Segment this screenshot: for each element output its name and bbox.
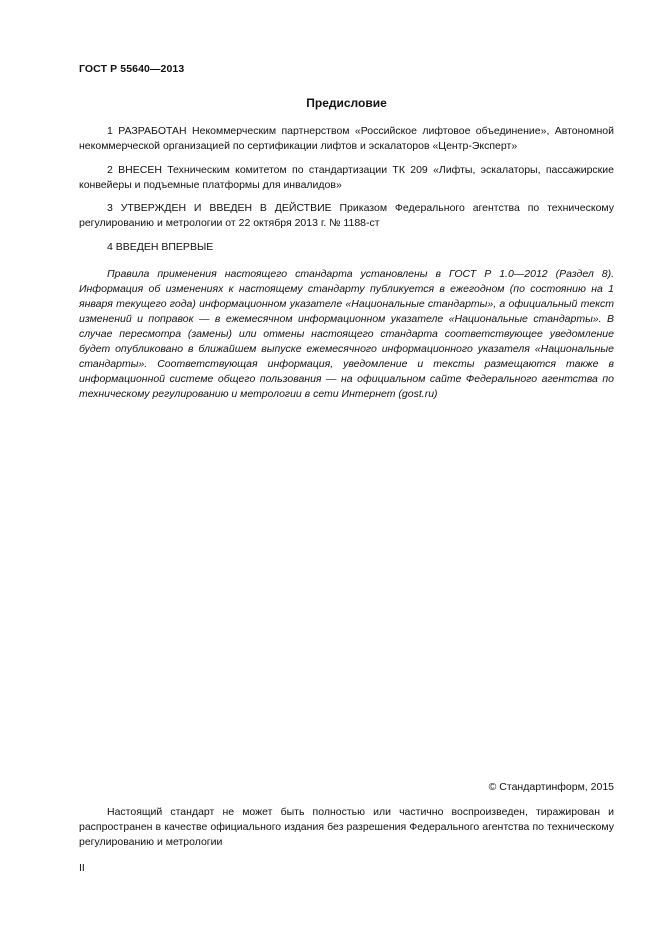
paragraph-approved: 3 УТВЕРЖДЕН И ВВЕДЕН В ДЕЙСТВИЕ Приказом Федерального агентства по техническому регулированию и метрологии от 22 октября 2013 г. № 1188-ст: [79, 202, 614, 229]
paragraph-submitted-by: 2 ВНЕСЕН Техническим комитетом по стандартизации ТК 209 «Лифты, эскалаторы, пассажирские конвейеры и подъемные платформы для инвалидов»: [79, 164, 614, 191]
paragraph-application-rules: Правила применения настоящего стандарта установлены в ГОСТ Р 1.0—2012 (Раздел 8). Информация об изменениях к настоящему стандарту публикуется в ежегодном (по состоянию на 1 января текущего года) информационном указателе «Национальные стандарты», а официальный текст изменений и поправок — в ежемесячном информационном указателе «Национальные стандарты». В случае пересмотра (замены) или отмены настоящего стандарта соответствующее уведомление будет опубликовано в ближайшем выпуске ежемесячного информационного указателя «Национальные стандарты». Соответствующая информация, уведомление и тексты размещаются также в информационной системе общего пользования — на официальном сайте Федерального агентства по техническому регулированию и метрологии в сети Интернет (gost.ru): [79, 268, 614, 400]
copyright-notice: © Стандартинформ, 2015: [488, 781, 614, 793]
paragraph-first-introduced: 4 ВВЕДЕН ВПЕРВЫЕ: [107, 241, 214, 253]
legal-notice: Настоящий стандарт не может быть полностью или частично воспроизведен, тиражирован и распространен в качестве официального издания без разрешения Федерального агентства по техническому регулированию и метрологии: [79, 806, 614, 848]
page-title: Предисловие: [306, 96, 387, 110]
document-code: ГОСТ Р 55640—2013: [79, 63, 185, 75]
paragraph-developed-by: 1 РАЗРАБОТАН Некоммерческим партнерством «Российское лифтовое объединение», Автономной некоммерческой организацией по сертификации лифтов и эскалаторов «Центр-Эксперт»: [79, 125, 614, 152]
page-number: II: [79, 862, 85, 874]
